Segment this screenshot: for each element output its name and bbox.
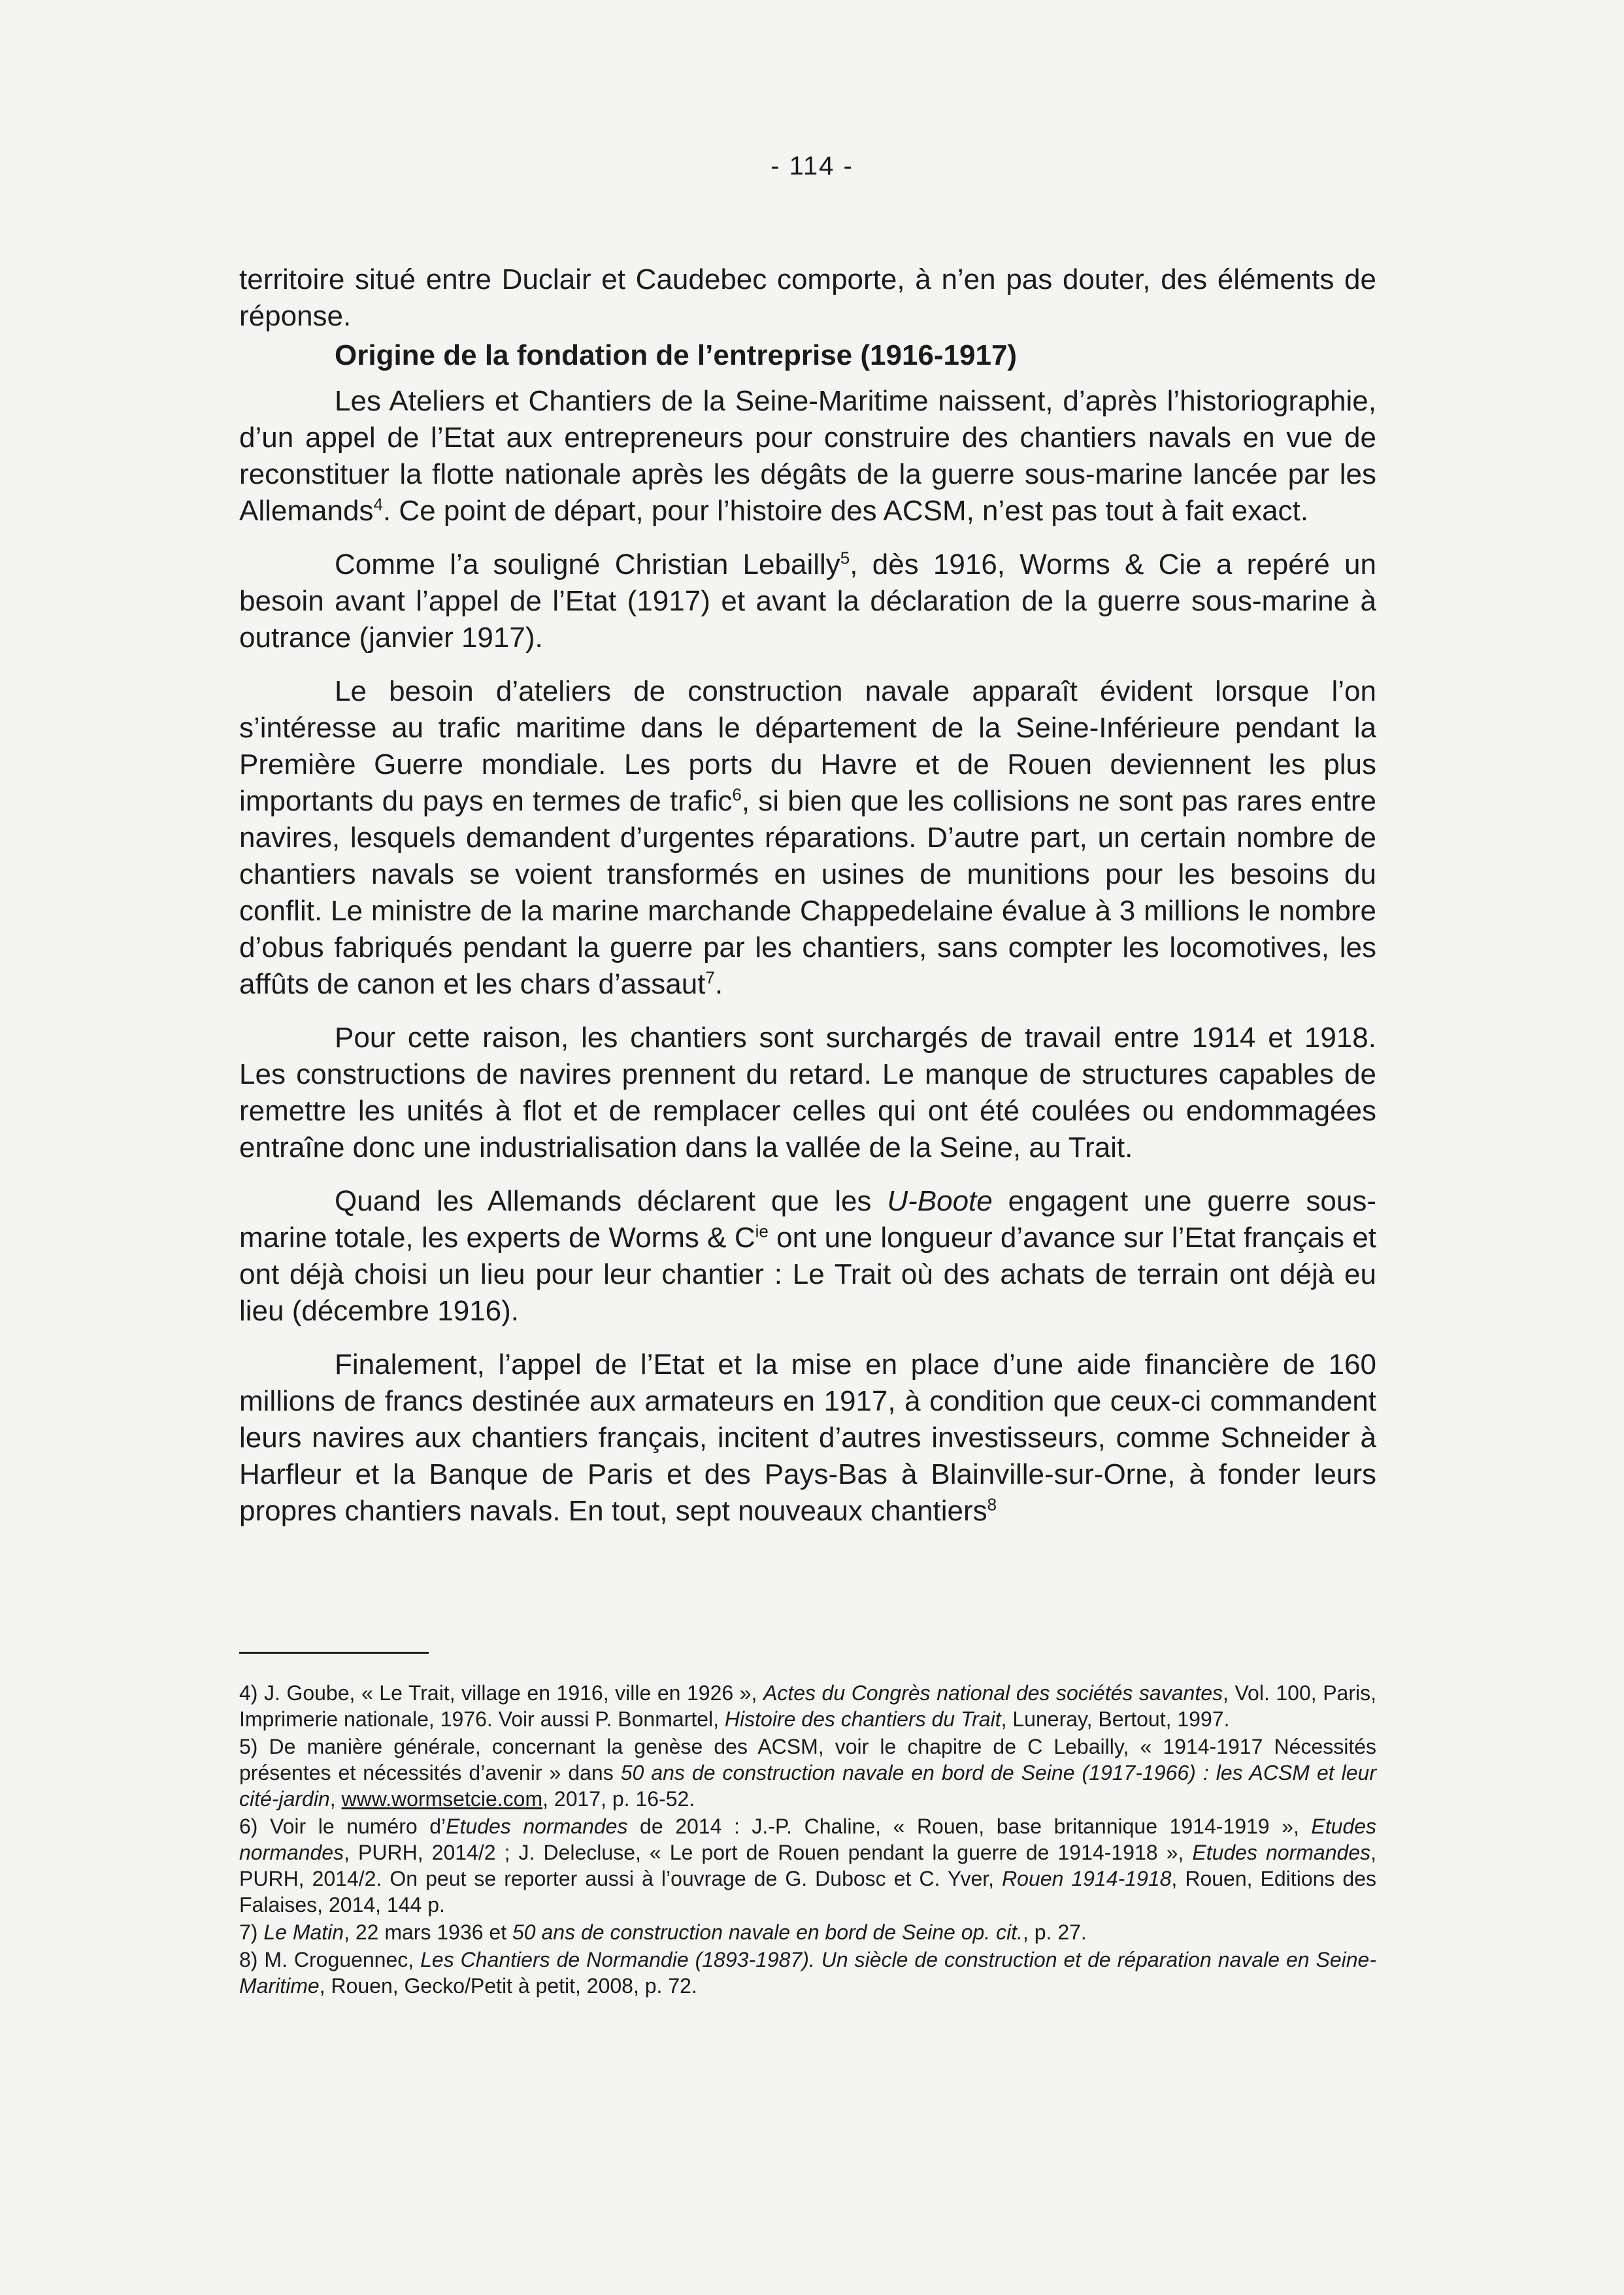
body-text [239,261,1376,1530]
footnote-text: , Vol. 100, Paris, Imprimerie nationale, 1976. Voir aussi P. Bonmartel, [239,1681,1377,1731]
paragraph-4: Pour cette raison, les chantiers sont surchargés de travail entre 1914 et 1918. Les constructions de navires prennent du retard. Le manque de structures capables de remettre les unités à flot et de remplacer celles qui ont été coulées ou endommagées entraîne donc une industrialisation dans la vallée de la Seine, au Trait. [239,1022,1376,1164]
footnote-8 [239,1947,1376,1999]
section-heading: Origine de la fondation de l’entreprise (1916-1917) [335,339,1018,371]
footnote-7 [239,1919,1376,1945]
paragraph-5 [239,1183,1376,1330]
paragraph-text: ont une longueur d’avance sur l’Etat français et ont déjà choisi un lieu pour leur chantier : Le Trait où des achats de terrain ont déjà eu lieu (décembre 1916). [239,1222,1376,1327]
footnote-text: , Rouen, Gecko/Petit à petit, 2008, p. 72. [319,1974,697,1998]
footnotes [239,1680,1376,2000]
footnote-text: 7) [239,1920,264,1944]
footnote-ref-7: 7 [705,967,715,988]
paragraph-text: Comme l’a souligné Christian Lebailly [335,548,840,580]
paragraph-2 [239,546,1376,656]
paragraph-text: . Ce point de départ, pour l’histoire des ACSM, n’est pas tout à fait exact. [382,495,1309,527]
paragraph-text: , si bien que les collisions ne sont pas rares entre navires, lesquels demandent d’urgentes réparations. D’autre part, un certain nombre de chantiers navals se voient transformés en usines de munitions pour les besoins du conflit. Le ministre de la marine marchande Chappedelaine évalue à 3 millions le nombre d’obus fabriqués pendant la guerre par les chantiers, sans compter les locomotives, les affûts de canon et les chars d’assaut [239,785,1376,1000]
footnote-italic: 50 ans de construction navale en bord de Seine (1917-1966) : les ACSM et leur cité-jardin [239,1761,1377,1811]
paragraph-text: Le besoin d’ateliers de construction navale apparaît évident lorsque l’on s’intéresse au trafic maritime dans le département de la Seine-Inférieure pendant la Première Guerre mondiale. Les ports du Havre et de Rouen deviennent les plus importants du pays en termes de trafic [239,675,1376,817]
footnote-text: , 22 mars 1936 et [344,1920,512,1944]
footnote-text: , p. 27. [1022,1920,1087,1944]
paragraph-text: , dès 1916, Worms & Cie a repéré un besoin avant l’appel de l’Etat (1917) et avant la déclaration de la guerre sous-marine à outrance (janvier 1917). [239,548,1376,654]
footnote-6 [239,1813,1376,1918]
footnote-link[interactable]: www.wormsetcie.com [341,1787,543,1811]
footnote-text: , PURH, 2014/2 ; J. Delecluse, « Le port de Rouen pendant la guerre de 1914-1918 », [344,1841,1193,1864]
footnote-italic: Actes du Congrès national des sociétés savantes [763,1681,1223,1705]
footnote-text: 5) De manière générale, concernant la genèse des ACSM, voir le chapitre de C Lebailly, « 1914-1917 Nécessités présentes et nécessités d’avenir » dans [239,1735,1376,1784]
paragraph-text: . [714,968,723,1000]
footnote-ref-4: 4 [373,494,383,514]
footnote-ref-5: 5 [840,548,850,568]
footnote-italic: 50 ans de construction navale en bord de Seine op. cit. [512,1920,1023,1944]
footnote-italic: Histoire des chantiers du Trait [724,1707,1001,1731]
paragraph-text: Finalement, l’appel de l’Etat et la mise en place d’une aide financière de 160 millions de francs destinée aux armateurs en 1917, à condition que ceux-ci commandent leurs navires aux chantiers français, incitent d’autres investisseurs, comme Schneider à Harfleur et la Banque de Paris et des Pays-Bas à Blainville-sur-Orne, à fonder leurs propres chantiers navals. En tout, sept nouveaux chantiers [239,1349,1376,1527]
footnote-text: , [329,1787,342,1811]
paragraph-text: engagent une guerre sous-marine totale, les experts de Worms & C [239,1185,1376,1254]
footnote-divider [239,1652,429,1654]
paragraph-text: Les Ateliers et Chantiers de la Seine-Maritime naissent, d’après l’historiographie, d’un appel de l’Etat aux entrepreneurs pour construire des chantiers navals en vue de reconstituer la flotte nationale après les dégâts de la guerre sous-marine lancée par les Allemands [239,385,1376,527]
footnote-italic: Rouen 1914-1918 [1002,1867,1172,1890]
footnote-text: 6) Voir le numéro d’ [239,1815,446,1838]
footnote-italic: Le Matin [263,1920,344,1944]
footnote-ref-8: 8 [987,1494,997,1515]
footnote-text: 8) M. Croguennec, [239,1948,421,1971]
footnote-ref-6: 6 [732,784,742,805]
page-number: - 114 - [771,152,853,180]
footnote-text: , Rouen, Editions des Falaises, 2014, 144 p. [239,1867,1377,1917]
footnote-italic: Etudes normandes [446,1815,628,1838]
footnote-text: de 2014 : J.-P. Chaline, « Rouen, base britannique 1914-1919 », [627,1815,1312,1838]
paragraph-italic: U-Boote [887,1185,993,1217]
footnote-italic: Les Chantiers de Normandie (1893-1987). Un siècle de construction et de réparation navale en Seine-Maritime [239,1948,1377,1998]
paragraph-1 [239,383,1376,529]
footnote-text: 4) J. Goube, « Le Trait, village en 1916, ville en 1926 », [239,1681,763,1705]
footnote-text: , PURH, 2014/2. On peut se reporter aussi à l’ouvrage de G. Dubosc et C. Yver, [239,1841,1377,1890]
footnote-text: , Luneray, Bertout, 1997. [1001,1707,1230,1731]
paragraph-3 [239,673,1376,1003]
paragraph-text: Quand les Allemands déclarent que les [335,1185,887,1217]
paragraph-6 [239,1347,1376,1530]
footnote-italic: Etudes normandes [1192,1841,1371,1864]
footnote-text: , 2017, p. 16-52. [542,1787,695,1811]
footnote-5 [239,1734,1376,1812]
intro-paragraph: territoire situé entre Duclair et Caudebec comporte, à n’en pas douter, des éléments de réponse. [239,263,1376,332]
footnote-4 [239,1680,1376,1732]
superscript-ie: ie [755,1221,769,1241]
footnote-italic: Etudes normandes [239,1815,1377,1864]
